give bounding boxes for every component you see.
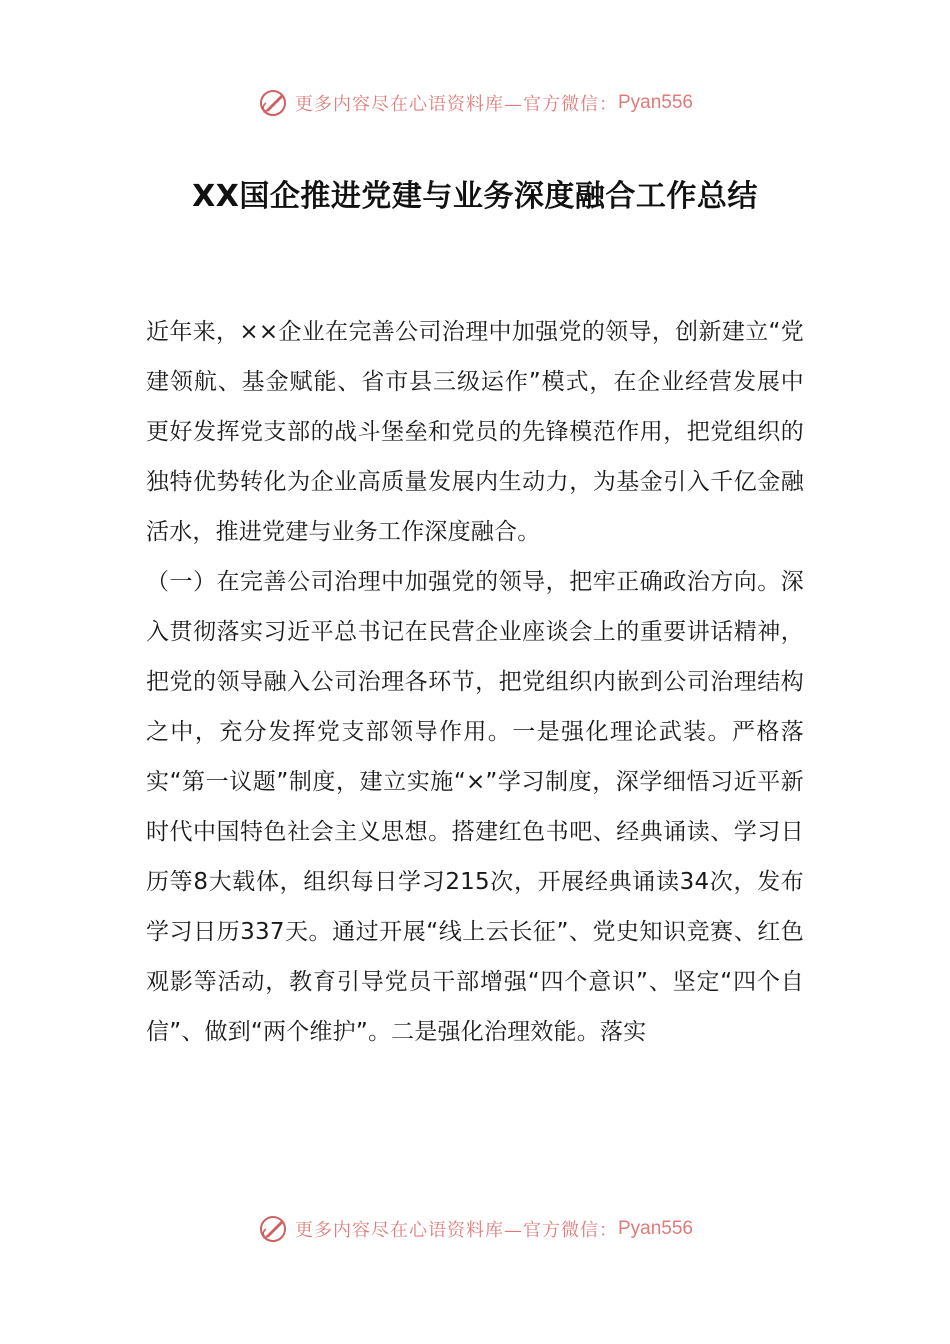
paragraph-section-1: （一）在完善公司治理中加强党的领导，把牢正确政治方向。深入贯彻落实习近平总书记在民营企业座谈会上的重要讲话精神，把党的领导融入公司治理各环节，把党组织内嵌到公司治理结构之中，充分发挥党支部领导作用。一是强化理论武装。严格落实“第一议题”制度，建立实施“×”学习制度，深学细悟习近平新时代中国特色社会主义思想。搭建红色书吧、经典诵读、学习日历等8大载体，组织每日学习215次，开展经典诵读34次，发布学习日历337天。通过开展“线上云长征”、党史知识竞赛、红色观影等活动，教育引导党员干部增强“四个意识”、坚定“四个自信”、做到“两个维护”。二是强化治理效能。落实 bbox=[146, 569, 804, 1045]
watermark-handle: Pyan556 bbox=[617, 92, 693, 113]
watermark-text: 更多内容尽在心语资料库—官方微信： bbox=[294, 1220, 618, 1241]
quill-logo-icon bbox=[257, 1213, 289, 1245]
watermark-text: 更多内容尽在心语资料库—官方微信： bbox=[294, 94, 618, 115]
document-body bbox=[146, 307, 804, 1057]
watermark-handle: Pyan556 bbox=[617, 1218, 693, 1239]
watermark-banner-bottom bbox=[0, 1212, 950, 1246]
watermark-banner-top bbox=[0, 86, 950, 120]
quill-logo-icon bbox=[257, 87, 289, 119]
paragraph-intro: 近年来，××企业在完善公司治理中加强党的领导，创新建立“党建领航、基金赋能、省市县三级运作”模式，在企业经营发展中更好发挥党支部的战斗堡垒和党员的先锋模范作用，把党组织的独特优势转化为企业高质量发展内生动力，为基金引入千亿金融活水，推进党建与业务工作深度融合。 bbox=[146, 319, 804, 545]
document-title: XX国企推进党建与业务深度融合工作总结 bbox=[192, 179, 758, 214]
